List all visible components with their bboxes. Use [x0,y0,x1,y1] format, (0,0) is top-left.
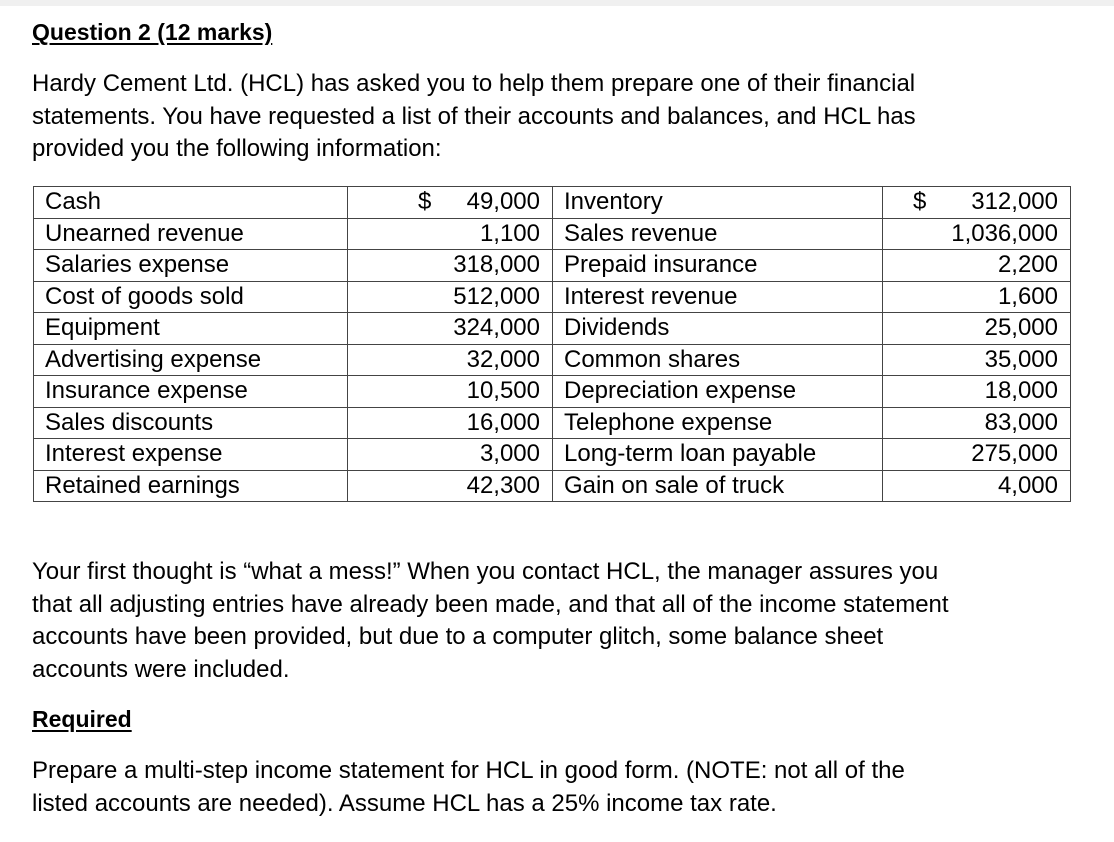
account-amount: 25,000 [883,313,1071,345]
account-name: Common shares [553,344,883,376]
required-paragraph [32,755,1082,820]
account-name: Sales revenue [553,218,883,250]
first-amount-wrap [348,188,540,216]
account-name: Cost of goods sold [34,281,348,313]
accounts-table [33,186,1071,502]
question-heading: Question 2 (12 marks) [32,19,273,45]
account-name: Salaries expense [34,250,348,282]
table-row [34,218,1071,250]
intro-line: provided you the following information: [32,135,442,162]
table-row [34,250,1071,282]
required-line: Prepare a multi-step income statement for HCL in good form. (NOTE: not all of the [32,757,905,784]
account-name: Retained earnings [34,470,348,502]
account-amount: 35,000 [883,344,1071,376]
table-row [34,376,1071,408]
account-name: Dividends [553,313,883,345]
account-amount [348,187,553,219]
currency-symbol: $ [418,188,432,216]
account-name: Cash [34,187,348,219]
account-amount: 83,000 [883,407,1071,439]
intro-paragraph [32,68,1082,166]
table-row [34,439,1071,471]
amount-value: 49,000 [466,188,540,216]
account-amount: 318,000 [348,250,553,282]
account-amount: 10,500 [348,376,553,408]
account-amount: 18,000 [883,376,1071,408]
table-row [34,407,1071,439]
intro-line: Hardy Cement Ltd. (HCL) has asked you to help them prepare one of their financial [32,70,916,97]
account-name: Inventory [553,187,883,219]
account-name: Long-term loan payable [553,439,883,471]
account-name: Gain on sale of truck [553,470,883,502]
account-name: Equipment [34,313,348,345]
account-amount: 512,000 [348,281,553,313]
account-amount: 4,000 [883,470,1071,502]
amount-value: 312,000 [971,188,1058,216]
account-name: Depreciation expense [553,376,883,408]
account-amount: 1,100 [348,218,553,250]
account-amount: 3,000 [348,439,553,471]
account-amount [883,187,1071,219]
account-name: Advertising expense [34,344,348,376]
account-name: Insurance expense [34,376,348,408]
account-amount: 32,000 [348,344,553,376]
account-amount: 275,000 [883,439,1071,471]
intro-line: statements. You have requested a list of their accounts and balances, and HCL has [32,102,916,130]
table-row [34,313,1071,345]
top-strip [0,0,1114,6]
account-name: Prepaid insurance [553,250,883,282]
account-name: Unearned revenue [34,218,348,250]
followup-line: Your first thought is “what a mess!” When you contact HCL, the manager assures you [32,558,939,585]
account-amount: 16,000 [348,407,553,439]
account-amount: 42,300 [348,470,553,502]
account-name: Interest expense [34,439,348,471]
table-row [34,470,1071,502]
followup-line: accounts were included. [32,655,290,683]
account-amount: 2,200 [883,250,1071,282]
table-row [34,281,1071,313]
account-name: Interest revenue [553,281,883,313]
required-line: listed accounts are needed). Assume HCL has a 25% income tax rate. [32,789,777,817]
account-name: Sales discounts [34,407,348,439]
first-amount-wrap [883,188,1058,216]
followup-line: accounts have been provided, but due to a computer glitch, some balance sheet [32,623,884,650]
account-name: Telephone expense [553,407,883,439]
followup-paragraph [32,556,1082,686]
required-heading: Required [32,706,132,732]
account-amount: 1,036,000 [883,218,1071,250]
table-row [34,187,1071,219]
followup-line: that all adjusting entries have already been made, and that all of the income statement [32,590,949,618]
table-row [34,344,1071,376]
currency-symbol: $ [913,188,927,216]
account-amount: 324,000 [348,313,553,345]
account-amount: 1,600 [883,281,1071,313]
